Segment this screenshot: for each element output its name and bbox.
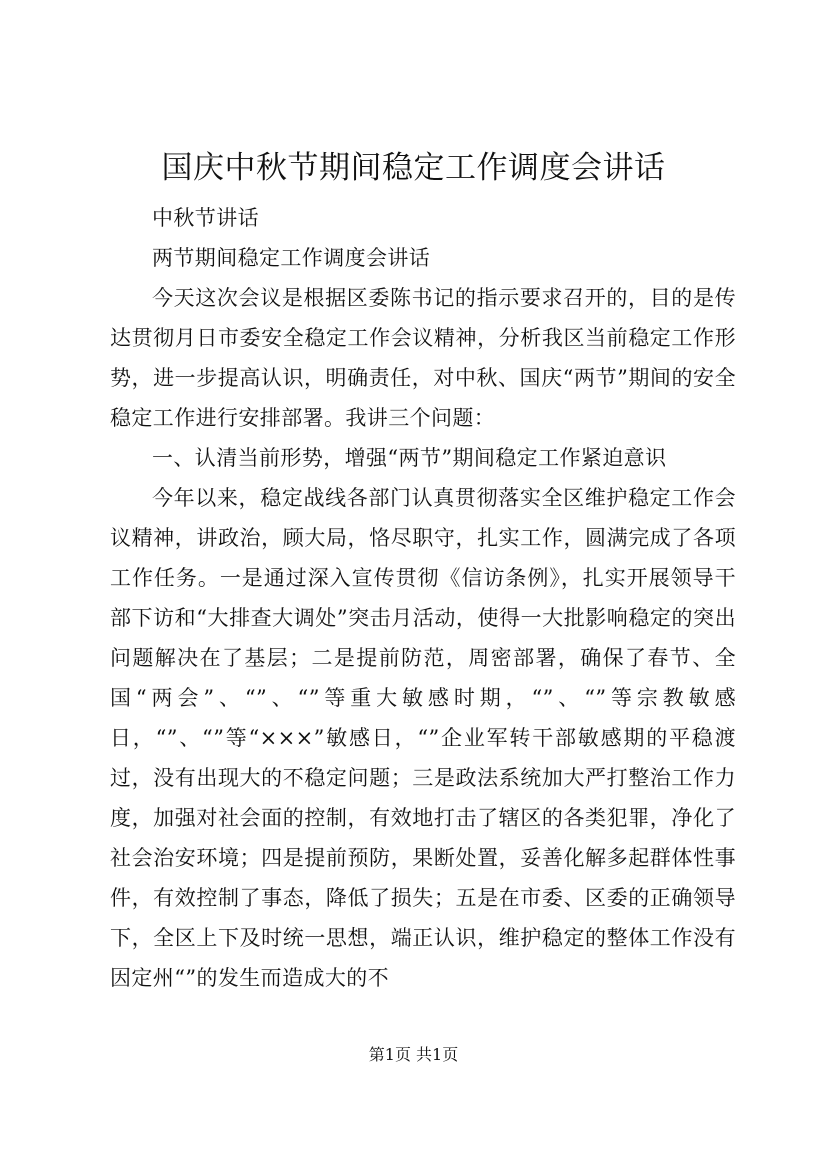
- document-title: 国庆中秋节期间稳定工作调度会讲话: [161, 150, 666, 186]
- section-heading: 一、认清当前形势，增强“两节”期间稳定工作紧迫意识: [152, 446, 667, 470]
- subtitle-paragraph: 中秋节讲话: [152, 206, 259, 230]
- document-body: [110, 198, 736, 998]
- page-footer: 第1页 共1页: [368, 1045, 459, 1064]
- body-paragraph: 今年以来，稳定战线各部门认真贯彻落实全区维护稳定工作会议精神，讲政治，顾大局，恪尽职守，扎实工作，圆满完成了各项工作任务。一是通过深入宣传贯彻《信访条例》，扎实开展领导干部下访和“大排查大调处”突击月活动，使得一大批影响稳定的突出问题解决在了基层；二是提前防范，周密部署，确保了春节、全国“两会”、“”、“”等重大敏感时期，“”、“”等宗教敏感日，“”、“”等“×××”敏感日，“”企业军转干部敏感期的平稳渡过，没有出现大的不稳定问题；三是政法系统加大严打整治工作力度，加强对社会面的控制，有效地打击了辖区的各类犯罪，净化了社会治安环境；四是提前预防，果断处置，妥善化解多起群体性事件，有效控制了事态，降低了损失；五是在市委、区委的正确领导下，全区上下及时统一思想，端正认识，维护稳定的整体工作没有因定州“”的发生而造成大的不: [110, 486, 736, 990]
- body-paragraph: 今天这次会议是根据区委陈书记的指示要求召开的，目的是传达贯彻月日市委安全稳定工作会议精神，分析我区当前稳定工作形势，进一步提高认识，明确责任，对中秋、国庆“两节”期间的安全稳定工作进行安排部署。我讲三个问题：: [110, 286, 736, 430]
- subtitle-paragraph: 两节期间稳定工作调度会讲话: [152, 246, 431, 270]
